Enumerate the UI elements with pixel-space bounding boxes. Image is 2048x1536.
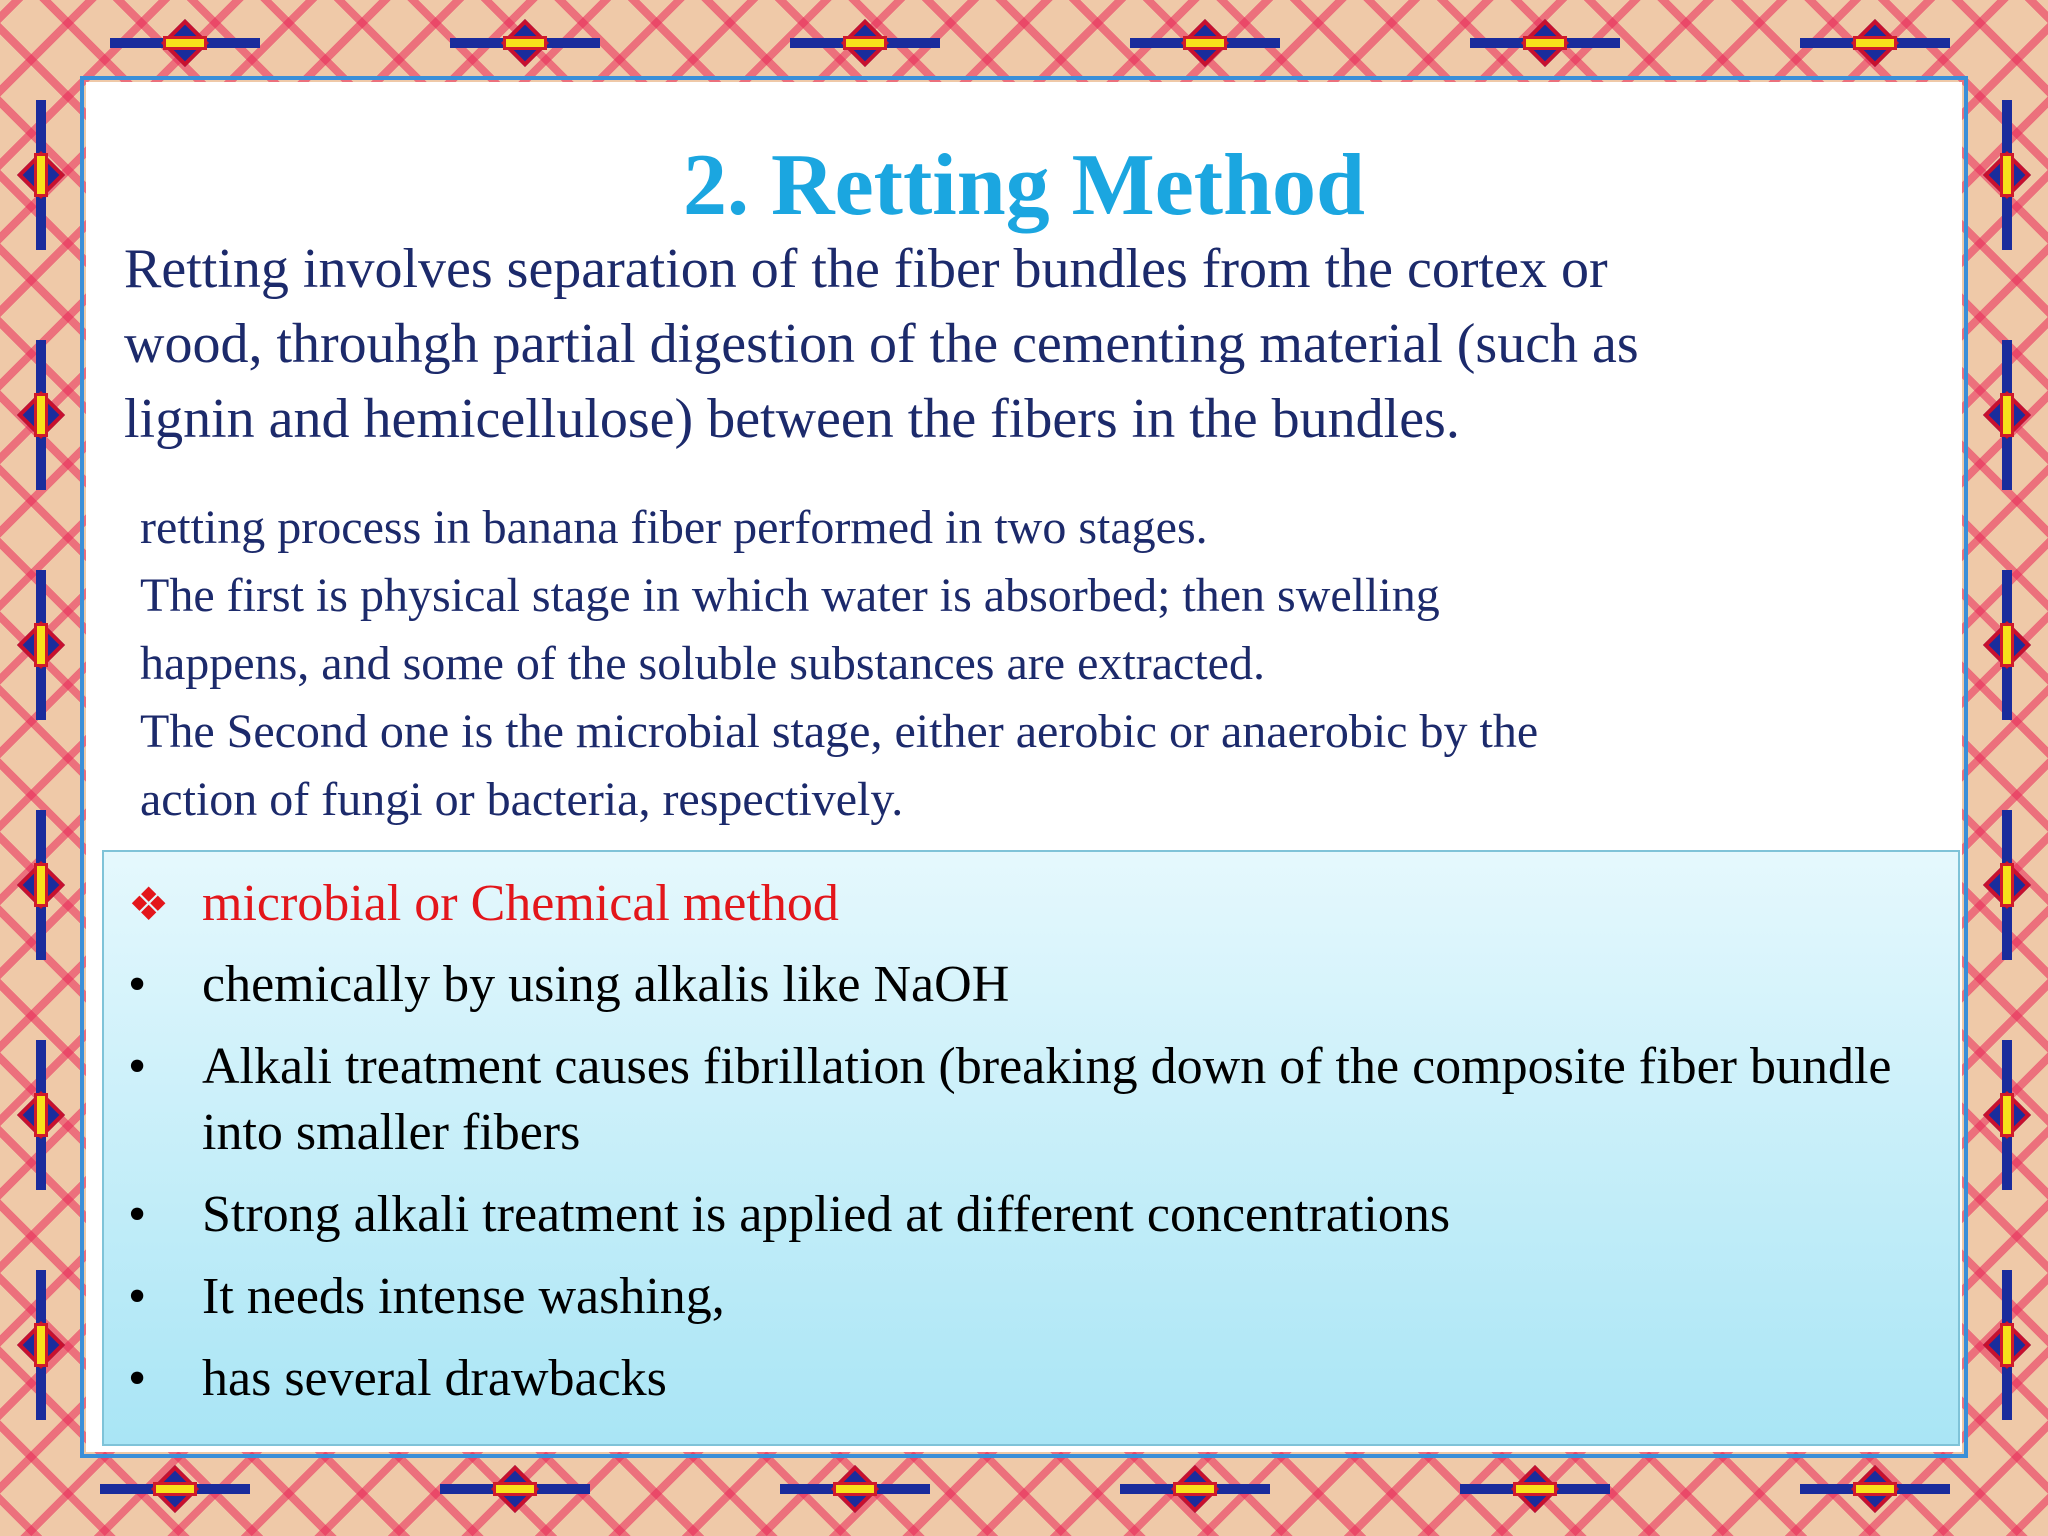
border-motif-icon bbox=[1120, 1472, 1270, 1506]
border-motif-icon bbox=[1990, 1040, 2024, 1190]
slide-title: 2. Retting Method bbox=[683, 137, 1365, 234]
list-item-text: It needs intense washing, bbox=[202, 1268, 725, 1325]
list-item bbox=[128, 1264, 1948, 1330]
border-motif-icon bbox=[110, 26, 260, 60]
stages-line: retting process in banana fiber performed in two stages. bbox=[140, 501, 1208, 554]
list-item bbox=[128, 1034, 1948, 1166]
stages-line: happens, and some of the soluble substances are extracted. bbox=[140, 637, 1265, 690]
stages-paragraph bbox=[140, 494, 1920, 834]
method-heading bbox=[128, 874, 839, 935]
border-motif-icon bbox=[1800, 1472, 1950, 1506]
slide-content bbox=[86, 82, 1962, 1452]
border-motif-icon bbox=[1800, 26, 1950, 60]
bullet-icon: • bbox=[128, 956, 147, 1013]
border-motif-icon bbox=[24, 1270, 58, 1420]
bullet-icon: • bbox=[128, 1350, 147, 1407]
border-motif-icon bbox=[1990, 570, 2024, 720]
border-motif-icon bbox=[790, 26, 940, 60]
border-motif-icon bbox=[780, 1472, 930, 1506]
list-item-text: chemically by using alkalis like NaOH bbox=[202, 956, 1010, 1013]
border-motif-icon bbox=[1990, 100, 2024, 250]
border-motif-icon bbox=[1990, 340, 2024, 490]
border-motif-icon bbox=[24, 810, 58, 960]
border-motif-icon bbox=[440, 1472, 590, 1506]
list-item-text: Alkali treatment causes fibrillation (breaking down of the composite fiber bundle into smaller fibers bbox=[202, 1038, 1892, 1161]
intro-line: Retting involves separation of the fiber bundles from the cortex or bbox=[124, 238, 1608, 300]
method-bullet-list bbox=[128, 952, 1948, 1428]
stages-line: action of fungi or bacteria, respectively. bbox=[140, 773, 904, 826]
stages-line: The Second one is the microbial stage, either aerobic or anaerobic by the bbox=[140, 705, 1539, 758]
bullet-icon: • bbox=[128, 1038, 147, 1095]
border-motif-icon bbox=[1130, 26, 1280, 60]
stages-line: The first is physical stage in which water is absorbed; then swelling bbox=[140, 569, 1440, 622]
border-motif-icon bbox=[24, 340, 58, 490]
list-item bbox=[128, 1346, 1948, 1412]
border-motif-icon bbox=[24, 1040, 58, 1190]
border-motif-icon bbox=[450, 26, 600, 60]
border-motif-icon bbox=[24, 570, 58, 720]
method-box bbox=[102, 850, 1960, 1446]
diamond-bullet-icon: ❖ bbox=[128, 879, 170, 930]
intro-line: lignin and hemicellulose) between the fibers in the bundles. bbox=[124, 388, 1460, 450]
border-motif-icon bbox=[1460, 1472, 1610, 1506]
list-item-text: Strong alkali treatment is applied at different concentrations bbox=[202, 1186, 1451, 1243]
border-motif-icon bbox=[24, 100, 58, 250]
intro-line: wood, throuhgh partial digestion of the cementing material (such as bbox=[124, 313, 1639, 375]
list-item-text: has several drawbacks bbox=[202, 1350, 667, 1407]
bullet-icon: • bbox=[128, 1268, 147, 1325]
bullet-icon: • bbox=[128, 1186, 147, 1243]
border-motif-icon bbox=[1990, 1270, 2024, 1420]
method-heading-text: microbial or Chemical method bbox=[202, 875, 839, 932]
border-motif-icon bbox=[1470, 26, 1620, 60]
border-motif-icon bbox=[100, 1472, 250, 1506]
list-item bbox=[128, 952, 1948, 1018]
list-item bbox=[128, 1182, 1948, 1248]
border-motif-icon bbox=[1990, 810, 2024, 960]
intro-paragraph bbox=[124, 232, 1924, 457]
